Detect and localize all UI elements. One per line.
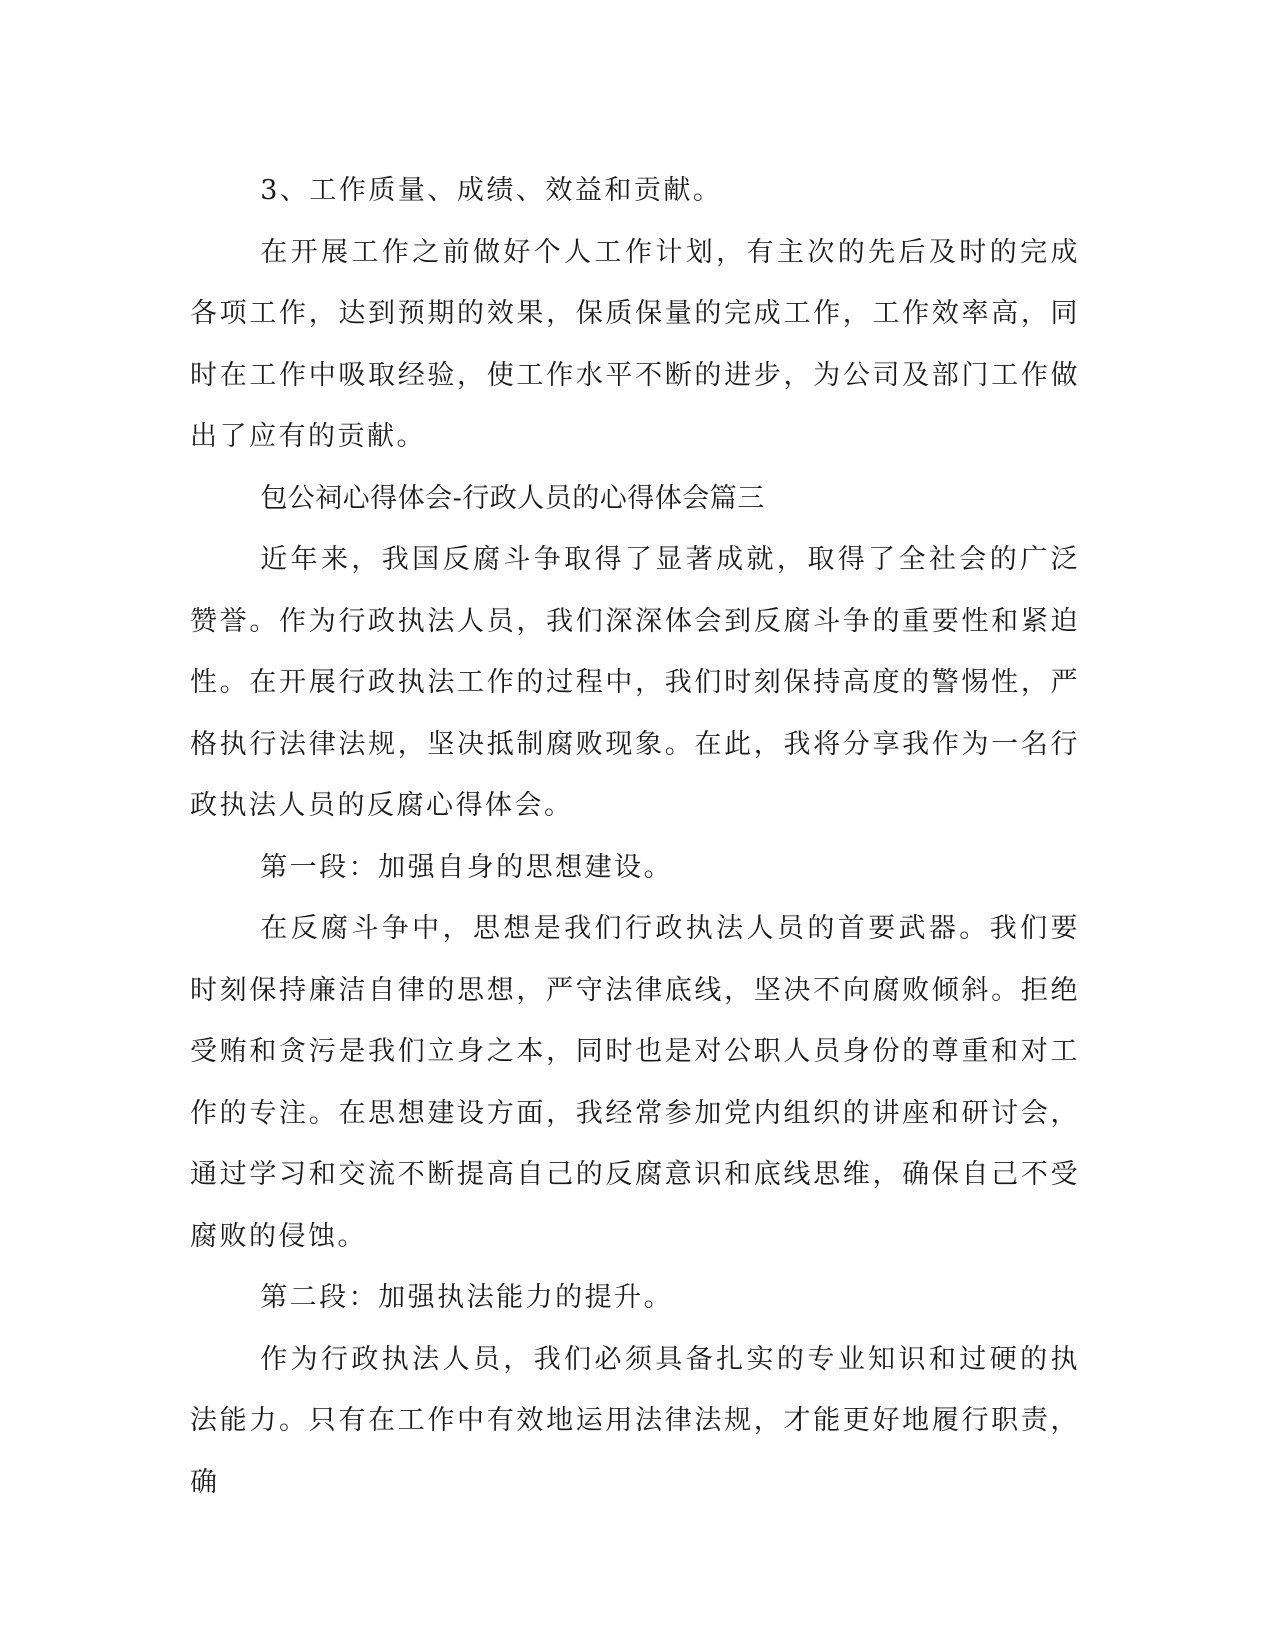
section-title-part-3: 包公祠心得体会-行政人员的心得体会篇三 xyxy=(260,482,765,514)
paragraph-heading-section-1: 第一段：加强自身的思想建设。 xyxy=(260,851,674,883)
document-body xyxy=(190,160,1080,1513)
paragraph-heading-section-2: 第二段：加强执法能力的提升。 xyxy=(260,1282,674,1313)
paragraph-enforcement-ability: 作为行政执法人员，我们必须具备扎实的专业知识和过硬的执法能力。只有在工作中有效地运用法律法规，才能更好地履行职责，确 xyxy=(190,1343,1080,1498)
paragraph-work-plan: 在开展工作之前做好个人工作计划，有主次的先后及时的完成各项工作，达到预期的效果，保质保量的完成工作，工作效率高，同时在工作中吸取经验，使工作水平不断的进步，为公司及部门工作做出了应有的贡献。 xyxy=(190,236,1080,452)
paragraph-intro-anticorruption: 近年来，我国反腐斗争取得了显著成就，取得了全社会的广泛赞誉。作为行政执法人员，我们深深体会到反腐斗争的重要性和紧迫性。在开展行政执法工作的过程中，我们时刻保持高度的警惕性，严格执行法律法规，坚决抵制腐败现象。在此，我将分享我作为一名行政执法人员的反腐心得体会。 xyxy=(190,544,1080,821)
paragraph-ideology-building: 在反腐斗争中，思想是我们行政执法人员的首要武器。我们要时刻保持廉洁自律的思想，严守法律底线，坚决不向腐败倾斜。拒绝受贿和贪污是我们立身之本，同时也是对公职人员身份的尊重和对工作的专注。在思想建设方面，我经常参加党内组织的讲座和研讨会，通过学习和交流不断提高自己的反腐意识和底线思维，确保自己不受腐败的侵蚀。 xyxy=(190,913,1080,1252)
paragraph-item-heading-3: 3、工作质量、成绩、效益和贡献。 xyxy=(260,175,723,206)
